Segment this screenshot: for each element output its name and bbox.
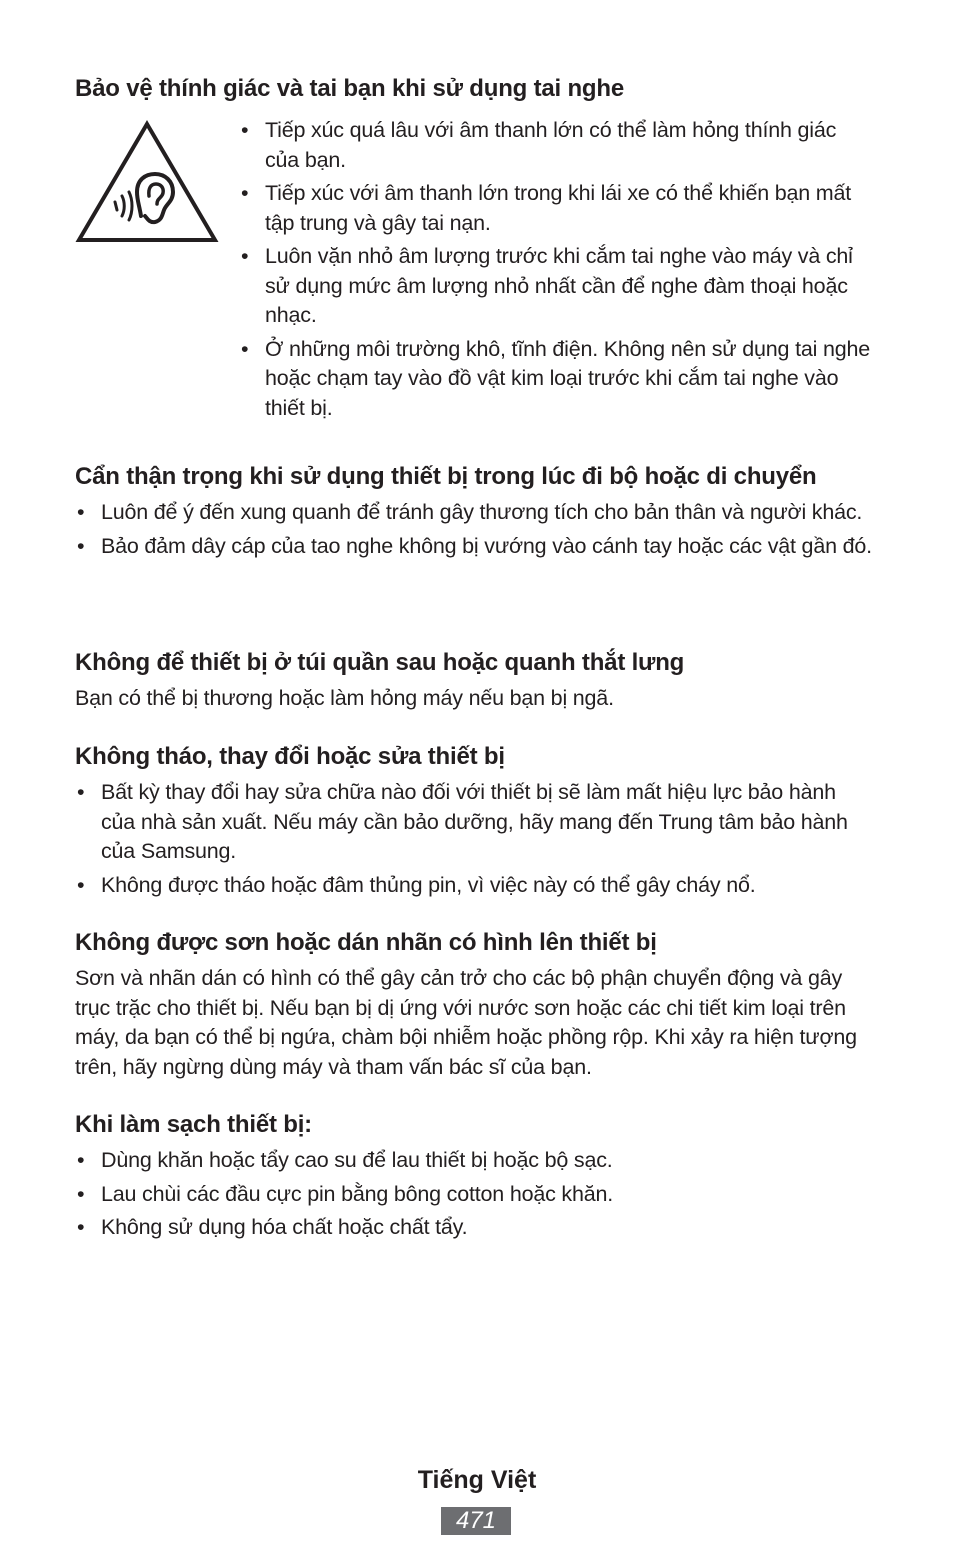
list-item: • Lau chùi các đầu cực pin bằng bông cotton hoặc khăn. — [75, 1180, 875, 1210]
section-title-walking: Cẩn thận trọng khi sử dụng thiết bị trong lúc đi bộ hoặc di chuyển — [75, 463, 817, 490]
section-title-hearing: Bảo vệ thính giác và tai bạn khi sử dụng tai nghe — [75, 75, 624, 102]
section-cleaning — [75, 1110, 875, 1247]
bullet-list-walking — [75, 498, 875, 561]
list-item: • Không sử dụng hóa chất hoặc chất tẩy. — [75, 1213, 875, 1243]
section-text-pocket: Bạn có thể bị thương hoặc làm hỏng máy nếu bạn bị ngã. — [75, 686, 614, 710]
section-walking — [75, 462, 875, 565]
list-item: • Luôn vặn nhỏ âm lượng trước khi cắm tai nghe vào máy và chỉ sử dụng mức âm lượng nhỏ nhất cần để nghe đàm thoại hoặc nhạc. — [239, 242, 875, 331]
section-title-cleaning: Khi làm sạch thiết bị: — [75, 1111, 312, 1138]
section-title-pocket: Không để thiết bị ở túi quần sau hoặc quanh thắt lưng — [75, 649, 685, 676]
section-text-paint: Sơn và nhãn dán có hình có thể gây cản trở cho các bộ phận chuyển động và gây trục trặc cho thiết bị. Nếu bạn bị dị ứng với nước sơn hoặc các chi tiết kim loại trên máy, da bạn có thể bị ngứa, chàm bội nhiễm hoặc phồng rộp. Khi xảy ra hiện tượng trên, hãy ngừng dùng máy và tham vấn bác sĩ của bạn. — [75, 966, 857, 1079]
page-number-badge: 471 — [441, 1507, 511, 1535]
list-item: • Tiếp xúc với âm thanh lớn trong khi lái xe có thể khiến bạn mất tập trung và gây tai nạn. — [239, 179, 875, 238]
list-item: • Luôn để ý đến xung quanh để tránh gây thương tích cho bản thân và người khác. — [75, 498, 875, 528]
bullet-list-disassemble — [75, 778, 875, 900]
list-item: • Ở những môi trường khô, tĩnh điện. Không nên sử dụng tai nghe hoặc chạm tay vào đồ vật kim loại trước khi cắm tai nghe vào thiết bị. — [239, 335, 875, 424]
section-pocket — [75, 648, 875, 714]
list-item: • Tiếp xúc quá lâu với âm thanh lớn có thể làm hỏng thính giác của bạn. — [239, 116, 875, 175]
section-title-disassemble: Không tháo, thay đổi hoặc sửa thiết bị — [75, 743, 505, 770]
list-item: • Bảo đảm dây cáp của tao nghe không bị vướng vào cánh tay hoặc các vật gần đó. — [75, 532, 875, 562]
list-item: • Bất kỳ thay đổi hay sửa chữa nào đối với thiết bị sẽ làm mất hiệu lực bảo hành của nhà sản xuất. Nếu máy cần bảo dưỡng, hãy mang đến Trung tâm bảo hành của Samsung. — [75, 778, 875, 867]
bullet-list-hearing — [239, 116, 875, 427]
bullet-list-cleaning — [75, 1146, 875, 1243]
list-item: • Dùng khăn hoặc tẩy cao su để lau thiết bị hoặc bộ sạc. — [75, 1146, 875, 1176]
section-title-paint: Không được sơn hoặc dán nhãn có hình lên thiết bị — [75, 929, 657, 956]
section-paint — [75, 928, 875, 1082]
ear-warning-icon — [75, 120, 219, 244]
section-body-hearing — [75, 116, 875, 436]
footer-language: Tiếng Việt — [417, 1466, 537, 1494]
section-disassemble — [75, 742, 875, 904]
list-item: • Không được tháo hoặc đâm thủng pin, vì việc này có thể gây cháy nổ. — [75, 871, 875, 901]
